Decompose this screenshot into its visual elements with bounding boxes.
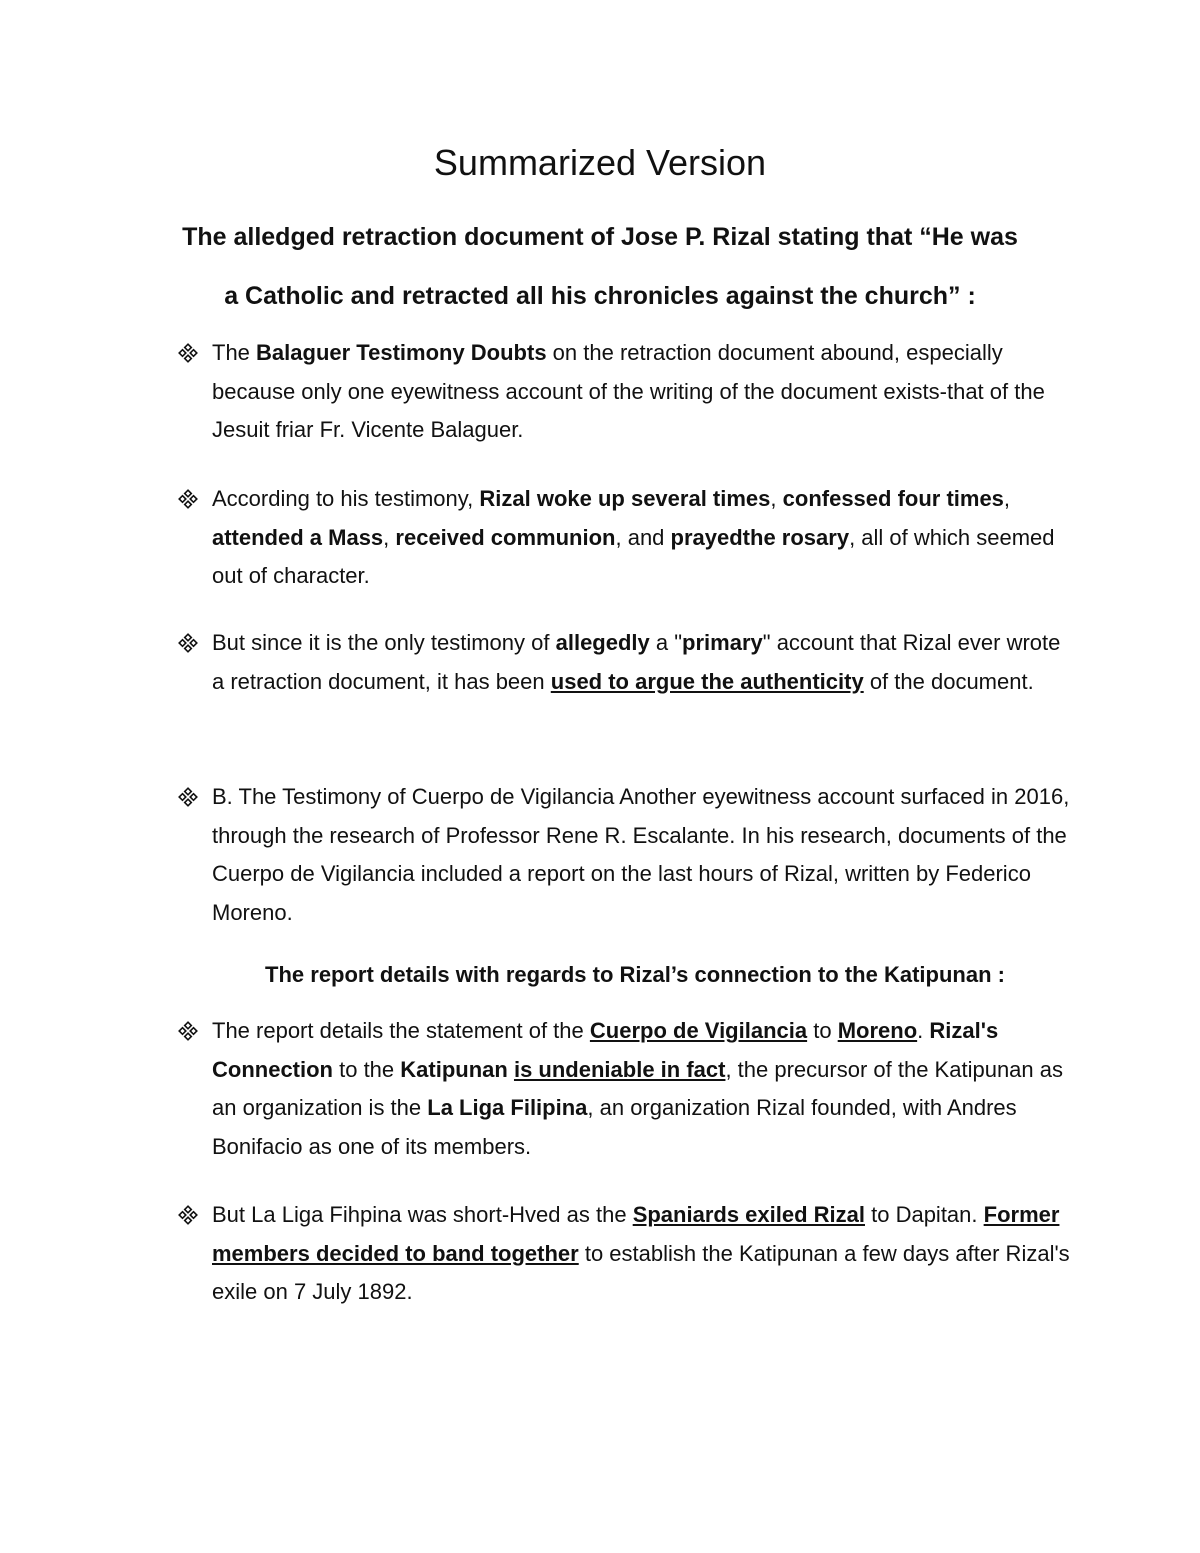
diamond-bullet-icon [176, 1196, 200, 1234]
bullet-text-segment: prayedthe rosary [670, 524, 850, 550]
bullet-text-segment: , all of which seemed out of character. [212, 524, 1055, 588]
bullet-text-segment: a " [649, 630, 683, 655]
bullet-text-segment: According to his testimony, [212, 486, 480, 511]
diamond-bullet-icon [176, 624, 200, 662]
bullet-text-segment: , [770, 486, 783, 511]
bullet-item [212, 1012, 1072, 1166]
diamond-bullet-icon [176, 778, 200, 816]
bullet-text-segment: is undeniable in fact [513, 1056, 726, 1082]
bullet-text-segment: , [383, 524, 396, 550]
bullet-text-segment: confessed four times [782, 486, 1004, 511]
page-title: Summarized Version [433, 142, 767, 183]
bullet-text-segment: Rizal's Connection [212, 1018, 999, 1082]
bullet-text-segment: allegedly [555, 630, 650, 655]
bullet-item [212, 778, 1072, 932]
bullet-text-segment: to Dapitan. [865, 1202, 984, 1227]
bullet-text-segment: used to argue the authenticity [550, 668, 864, 694]
bullet-text-segment: B. The Testimony of Cuerpo de Vigilancia Another eyewitness account surfaced in 2016, through the research of Professor Rene R. Escalante. In his research, documents of the Cuerpo de Vigilancia included a report on the last hours of Rizal, written by Federico Moreno. [212, 784, 1070, 925]
bullet-item [212, 334, 1072, 450]
bullet-text-segment: to [807, 1018, 838, 1043]
bullet-text-segment: , [1003, 486, 1011, 511]
bullet-text-segment: primary [682, 630, 763, 655]
bullet-text-segment: to establish the Katipunan a few days after Rizal's exile on 7 July 1892. [212, 1240, 1070, 1304]
diamond-bullet-icon [176, 334, 200, 372]
bullet-text-segment: . [917, 1018, 930, 1043]
bullet-text-segment: " account that Rizal ever wrote a retraction document, it has been [212, 630, 1061, 694]
bullet-text-segment: Balaguer Testimony Doubts [256, 340, 547, 365]
bullet-item [212, 1196, 1072, 1312]
bullet-text-segment: The report details the statement of the [212, 1018, 590, 1043]
bullet-text-segment: But La Liga Fihpina was short-Hved as the [212, 1202, 633, 1227]
bullet-item [212, 480, 1072, 596]
bullet-text-segment: attended a Mass [212, 524, 384, 550]
diamond-bullet-icon [176, 1012, 200, 1050]
bullet-text-segment: , the precursor of the Katipunan as an organization is the [212, 1056, 1063, 1120]
bullet-text-segment: La Liga Filipina [427, 1095, 588, 1120]
bullet-text-segment: Cuerpo de Vigilancia [589, 1018, 808, 1043]
subtitle-line-2: a Catholic and retracted all his chronicles against the church” : [224, 282, 976, 310]
bullet-text-segment: to the [333, 1056, 401, 1082]
bullet-text-segment: But since it is the only testimony of [212, 630, 556, 655]
bullet-text-segment: Katipunan [400, 1056, 508, 1082]
subtitle-line-1: The alledged retraction document of Jose P. Rizal stating that “He was [182, 223, 1018, 251]
bullet-text-segment: on the retraction document abound, especially because only one eyewitness account of the writing of the document exists-that of the Jesuit friar Fr. Vicente Balaguer. [212, 340, 1045, 442]
bullet-text-segment: received communion [395, 524, 616, 550]
page-subtitle [100, 208, 1100, 326]
bullet-text-segment: , an organization Rizal founded, with Andres Bonifacio as one of its members. [212, 1095, 1017, 1159]
bullet-text-segment: Moreno [837, 1018, 918, 1043]
bullet-text-segment: The [212, 340, 257, 365]
bullet-text-segment: , and [615, 524, 671, 550]
bullet-text-segment: Former members decided to band together [212, 1202, 1060, 1266]
diamond-bullet-icon [176, 480, 200, 518]
bullet-text-segment: Rizal woke up several times [479, 486, 771, 511]
bullet-text-segment: Spaniards exiled Rizal [632, 1202, 865, 1227]
section-heading: The report details with regards to Rizal’s connection to the Katipunan : [265, 962, 1005, 987]
bullet-text-segment: of the document. [863, 668, 1034, 694]
bullet-item [212, 624, 1072, 701]
